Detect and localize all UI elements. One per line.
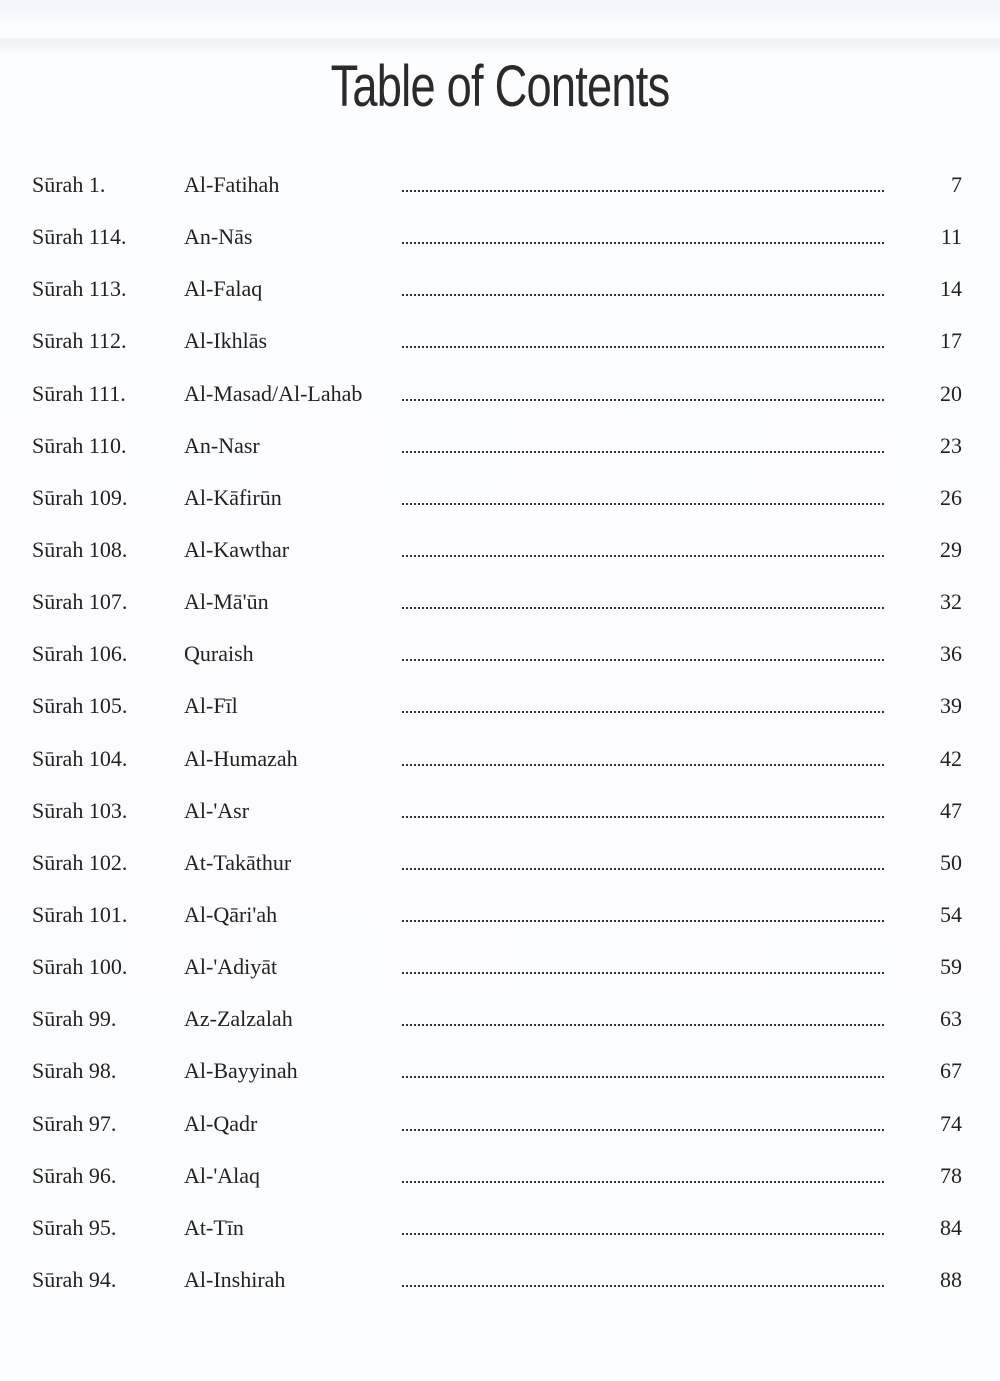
toc-entry bbox=[0, 473, 1000, 525]
toc-entry bbox=[0, 1203, 1000, 1255]
toc-entry bbox=[0, 734, 1000, 786]
dot-leader bbox=[402, 972, 884, 974]
toc-entry bbox=[0, 160, 1000, 212]
page-number: 67 bbox=[940, 1058, 962, 1084]
surah-name: Al-'Adiyāt bbox=[184, 954, 278, 980]
toc-entry bbox=[0, 316, 1000, 368]
dot-leader bbox=[402, 1233, 884, 1235]
dot-leader bbox=[402, 711, 884, 713]
page-number: 42 bbox=[940, 745, 962, 771]
toc-entry bbox=[0, 1099, 1000, 1151]
toc-entry bbox=[0, 577, 1000, 629]
dot-leader bbox=[402, 294, 884, 296]
page-number: 29 bbox=[940, 536, 962, 562]
toc-entry bbox=[0, 369, 1000, 421]
toc-entry bbox=[0, 212, 1000, 264]
dot-leader bbox=[402, 242, 884, 244]
surah-name: Al-Fīl bbox=[184, 693, 238, 719]
toc-entry bbox=[0, 1151, 1000, 1203]
page-title: Table of Contents bbox=[330, 54, 670, 119]
page-scan-edge bbox=[0, 38, 1000, 52]
dot-leader bbox=[402, 190, 884, 192]
surah-number: Sūrah 109. bbox=[32, 484, 128, 510]
surah-number: Sūrah 113. bbox=[32, 276, 127, 302]
surah-number: Sūrah 102. bbox=[32, 849, 128, 875]
page-number: 47 bbox=[940, 797, 962, 823]
dot-leader bbox=[402, 1024, 884, 1026]
toc-entry bbox=[0, 1255, 1000, 1307]
page-number: 36 bbox=[940, 641, 962, 667]
page-number: 74 bbox=[940, 1110, 962, 1136]
surah-name: Al-Kāfirūn bbox=[184, 484, 282, 510]
dot-leader bbox=[402, 764, 884, 766]
surah-name: Al-Qāri'ah bbox=[184, 901, 278, 927]
dot-leader bbox=[402, 1285, 884, 1287]
toc-entry bbox=[0, 890, 1000, 942]
surah-number: Sūrah 96. bbox=[32, 1162, 117, 1188]
page-number: 88 bbox=[940, 1266, 962, 1292]
surah-name: Al-Humazah bbox=[184, 745, 298, 771]
surah-name: Al-Kawthar bbox=[184, 536, 290, 562]
page-number: 50 bbox=[940, 849, 962, 875]
surah-number: Sūrah 98. bbox=[32, 1058, 117, 1084]
dot-leader bbox=[402, 1181, 884, 1183]
page-number: 84 bbox=[940, 1214, 962, 1240]
page-number: 59 bbox=[940, 954, 962, 980]
surah-number: Sūrah 103. bbox=[32, 797, 128, 823]
surah-number: Sūrah 1. bbox=[32, 172, 106, 197]
surah-number: Sūrah 108. bbox=[32, 536, 128, 562]
surah-name: Al-Bayyinah bbox=[184, 1058, 298, 1084]
page-number: 11 bbox=[940, 224, 962, 250]
dot-leader bbox=[402, 346, 884, 348]
dot-leader bbox=[402, 659, 884, 661]
dot-leader bbox=[402, 1076, 884, 1078]
toc-entry bbox=[0, 421, 1000, 473]
toc-entry bbox=[0, 838, 1000, 890]
surah-name: Al-Falaq bbox=[184, 276, 263, 302]
surah-name: An-Nās bbox=[184, 224, 253, 250]
toc-entry bbox=[0, 629, 1000, 681]
page-number: 26 bbox=[940, 484, 962, 510]
surah-number: Sūrah 97. bbox=[32, 1110, 117, 1136]
toc-entry bbox=[0, 525, 1000, 577]
surah-number: Sūrah 99. bbox=[32, 1006, 117, 1032]
surah-number: Sūrah 106. bbox=[32, 641, 128, 667]
toc-entry bbox=[0, 264, 1000, 316]
surah-name: At-Takāthur bbox=[184, 849, 292, 875]
dot-leader bbox=[402, 399, 884, 401]
surah-name: Al-Inshirah bbox=[184, 1266, 286, 1292]
surah-name: Al-Masad/Al-Lahab bbox=[184, 380, 363, 406]
toc-entry bbox=[0, 681, 1000, 733]
toc-entry bbox=[0, 942, 1000, 994]
page-number: 54 bbox=[940, 901, 962, 927]
surah-number: Sūrah 107. bbox=[32, 589, 128, 615]
surah-number: Sūrah 110. bbox=[32, 432, 127, 458]
toc-entry bbox=[0, 786, 1000, 838]
dot-leader bbox=[402, 920, 884, 922]
surah-name: Al-'Asr bbox=[184, 797, 250, 823]
surah-name: An-Nasr bbox=[184, 432, 260, 458]
surah-name: Al-Mā'ūn bbox=[184, 589, 269, 615]
page-number: 14 bbox=[940, 276, 962, 302]
surah-name: Quraish bbox=[184, 641, 254, 667]
table-of-contents bbox=[0, 160, 1000, 1307]
dot-leader bbox=[402, 816, 884, 818]
surah-number: Sūrah 111. bbox=[32, 380, 126, 406]
toc-entry bbox=[0, 1046, 1000, 1098]
surah-number: Sūrah 112. bbox=[32, 328, 127, 354]
surah-name: At-Tīn bbox=[184, 1214, 244, 1240]
page-number: 20 bbox=[940, 380, 962, 406]
surah-number: Sūrah 95. bbox=[32, 1214, 117, 1240]
surah-number: Sūrah 94. bbox=[32, 1266, 117, 1292]
surah-name: Al-Fatihah bbox=[184, 172, 280, 197]
dot-leader bbox=[402, 868, 884, 870]
surah-name: Az-Zalzalah bbox=[184, 1006, 293, 1032]
page-number: 63 bbox=[940, 1006, 962, 1032]
page-number: 78 bbox=[940, 1162, 962, 1188]
dot-leader bbox=[402, 451, 884, 453]
surah-name: Al-'Alaq bbox=[184, 1162, 261, 1188]
surah-number: Sūrah 104. bbox=[32, 745, 128, 771]
toc-entry bbox=[0, 994, 1000, 1046]
surah-number: Sūrah 101. bbox=[32, 901, 128, 927]
surah-number: Sūrah 105. bbox=[32, 693, 128, 719]
page-number: 23 bbox=[940, 432, 962, 458]
dot-leader bbox=[402, 503, 884, 505]
dot-leader bbox=[402, 1129, 884, 1131]
dot-leader bbox=[402, 607, 884, 609]
page-number: 32 bbox=[940, 589, 962, 615]
surah-number: Sūrah 100. bbox=[32, 954, 128, 980]
page-number: 7 bbox=[951, 172, 962, 197]
surah-number: Sūrah 114. bbox=[32, 224, 127, 250]
page-number: 17 bbox=[940, 328, 962, 354]
dot-leader bbox=[402, 555, 884, 557]
page-number: 39 bbox=[940, 693, 962, 719]
surah-name: Al-Qadr bbox=[184, 1110, 258, 1136]
surah-name: Al-Ikhlās bbox=[184, 328, 268, 354]
